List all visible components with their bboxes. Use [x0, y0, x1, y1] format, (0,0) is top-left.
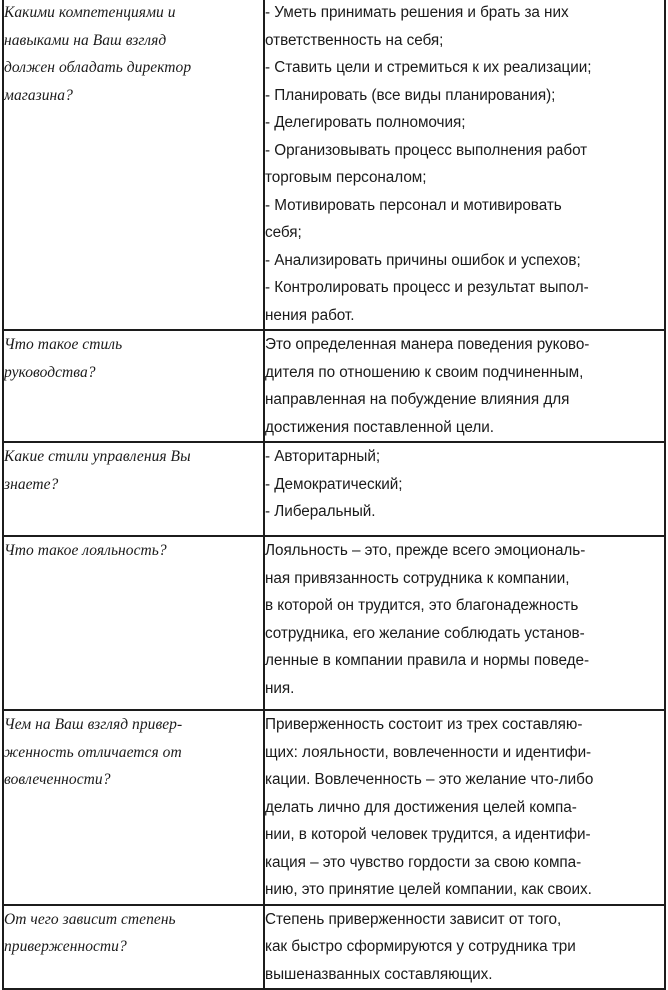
question-line: навыками на Ваш взгляд	[4, 31, 167, 49]
answer-cell	[264, 905, 665, 990]
question-line: Чем на Ваш взгляд привер-	[4, 716, 183, 733]
question-line: Какие стили управления Вы	[4, 448, 191, 465]
answer-line: щих: лояльности, вовлеченности и идентифи-	[265, 743, 592, 761]
table-row	[3, 905, 665, 990]
answer-cell	[264, 536, 665, 710]
answer-line: Это определенная манера поведения руково-	[265, 336, 590, 353]
question-line: Какими компетенциями и	[4, 4, 176, 21]
table-row	[3, 0, 665, 330]
answer-cell	[264, 330, 665, 442]
table-row	[3, 330, 665, 442]
answer-line: - Контролировать процесс и результат выпол-	[265, 279, 589, 296]
answer-line: ная привязанность сотрудника к компании,	[265, 569, 570, 587]
answer-cell	[264, 710, 665, 905]
qa-table-body	[3, 0, 665, 989]
answer-line: - Демократический;	[265, 475, 403, 493]
answer-cell	[264, 442, 665, 536]
answer-line: - Анализировать причины ошибок и успехов;	[265, 251, 581, 269]
qa-table	[2, 0, 666, 990]
answer-line: ленные в компании правила и нормы поведе-	[265, 652, 589, 669]
question-line: От чего зависит степень	[4, 910, 176, 928]
question-line: Что такое стиль	[4, 336, 123, 353]
question-line: вовлеченности?	[4, 771, 111, 789]
answer-line: - Уметь принимать решения и брать за них	[265, 4, 569, 21]
answer-line: кации. Вовлеченность – это желание что-либо	[265, 771, 594, 788]
answer-line: делать лично для достижения целей компа-	[265, 798, 577, 816]
answer-line: - Авторитарный;	[265, 448, 381, 465]
question-cell	[3, 442, 264, 536]
question-cell	[3, 905, 264, 990]
answer-line: вышеназванных составляющих.	[265, 965, 493, 983]
answer-line: нения работ.	[265, 306, 355, 324]
answer-line: - Делегировать полномочия;	[265, 114, 466, 131]
question-cell	[3, 536, 264, 710]
answer-line: Степень приверженности зависит от того,	[265, 910, 562, 928]
question-line: должен обладать директор	[4, 59, 192, 77]
answer-line: ответственность на себя;	[265, 31, 444, 49]
question-line: приверженности?	[4, 938, 127, 956]
answer-line: нии, в которой человек трудится, а идентифи-	[265, 826, 591, 843]
answer-line: - Мотивировать персонал и мотивировать	[265, 196, 562, 214]
answer-line: нию, это принятие целей компании, как своих.	[265, 881, 592, 898]
answer-cell	[264, 0, 665, 330]
question-line: Что такое лояльность?	[4, 542, 167, 559]
answer-line: - Либеральный.	[265, 503, 376, 520]
answer-line: сотрудника, его желание соблюдать установ-	[265, 624, 585, 642]
question-line: женность отличается от	[4, 743, 182, 761]
answer-line: в которой он трудится, это благонадежность	[265, 597, 579, 614]
answer-line: себя;	[265, 224, 302, 241]
table-row	[3, 536, 665, 710]
table-row	[3, 442, 665, 536]
answer-line: кация – это чувство гордости за свою компа-	[265, 853, 582, 871]
question-line: магазина?	[4, 86, 73, 104]
answer-line: достижения поставленной цели.	[265, 418, 494, 436]
answer-line: дителя по отношению к своим подчиненным,	[265, 363, 584, 381]
question-cell	[3, 0, 264, 330]
question-line: знаете?	[4, 475, 59, 493]
question-cell	[3, 710, 264, 905]
answer-line: направленная на побуждение влияния для	[265, 391, 570, 408]
question-line: руководства?	[4, 363, 96, 381]
answer-line: - Ставить цели и стремиться к их реализации;	[265, 59, 592, 76]
answer-line: ния.	[265, 679, 295, 697]
table-row	[3, 710, 665, 905]
answer-line: торговым персоналом;	[265, 169, 427, 186]
answer-line: - Планировать (все виды планирования);	[265, 86, 556, 104]
answer-line: Лояльность – это, прежде всего эмоциональ-	[265, 542, 586, 559]
answer-line: как быстро сформируются у сотрудника три	[265, 938, 576, 955]
answer-line: Приверженность состоит из трех составляю-	[265, 716, 583, 733]
question-cell	[3, 330, 264, 442]
answer-line: - Организовывать процесс выполнения работ	[265, 141, 588, 159]
